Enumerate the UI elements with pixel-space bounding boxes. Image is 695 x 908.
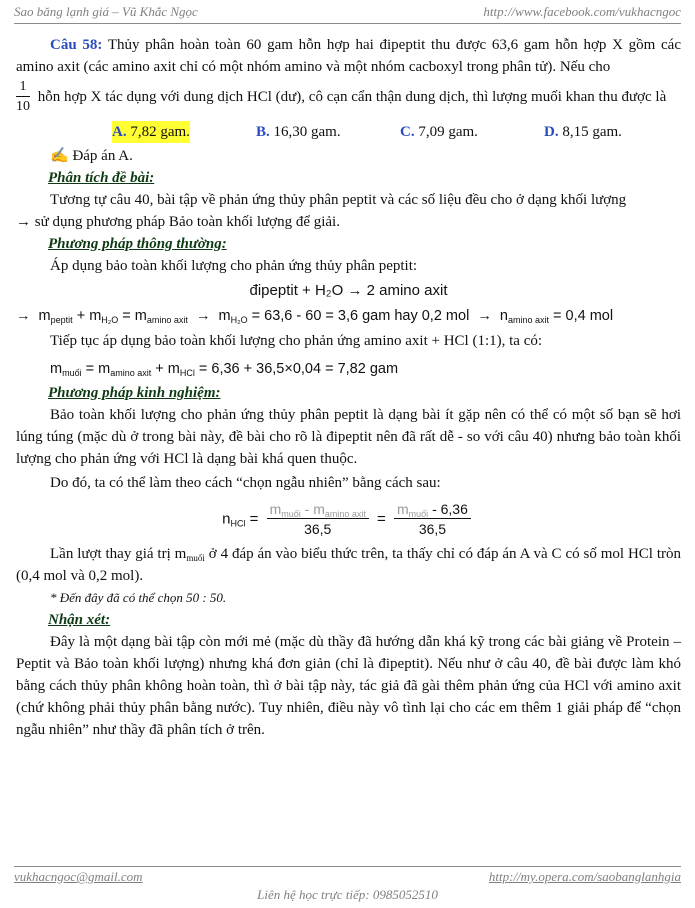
salt-mass-line: $m_{muối} = m_{amino axit} + m_{HCl} = 6,36 + 36,5\times 0,04 = 7,82$ gam: [50, 361, 399, 378]
question-fraction: [16, 78, 30, 117]
answer-option-c[interactable]: C. 7,09 gam.: [400, 124, 478, 140]
answer-line: [50, 145, 681, 167]
document-body: [16, 34, 681, 741]
arrow-right-icon: →: [16, 214, 31, 230]
experience-paragraph-3: Lần lượt thay giá trị $m_{muối}$ ở 4 đáp án vào biểu thức trên, ta thấy chỉ có đáp án A và C có số mol HCl tròn (0,4 mol và 0,2 mol).: [16, 546, 682, 584]
formula-fraction-1: $\frac{m_{muối} - m_{amino axit}}{36,5}$: [267, 500, 369, 539]
section-title-remark: Nhận xét:: [48, 612, 111, 628]
answer-text: Đáp án A.: [72, 148, 133, 164]
header-title: Sao băng lạnh giá – Vũ Khắc Ngọc: [14, 4, 198, 19]
header-link[interactable]: http://www.facebook.com/vukhacngoc: [483, 4, 681, 19]
footer-contact: Liên hệ học trực tiếp: 0985052510: [257, 887, 438, 902]
header-divider: [14, 23, 681, 24]
analysis-paragraph-2: → sử dụng phương pháp Bảo toàn khối lượng để giải.: [16, 214, 340, 230]
experience-paragraph-1: Bảo toàn khối lượng cho phản ứng thủy phân peptit là dạng bài ít gặp nên có thể có một số bạn sẽ hơi lúng túng (mặc dù ở trong bài này, đề bài cho rõ là đipeptit nên đã rất dễ - so với câu 40) nhưng bảo toàn khối lượng cho phản ứng với HCl là dạng bài khá quen thuộc.: [16, 407, 681, 467]
fraction-denominator: 10: [16, 99, 30, 114]
section-title-experience: Phương pháp kinh nghiệm:: [48, 385, 221, 401]
fraction-numerator: 1: [16, 78, 30, 97]
question-paragraph-2: [16, 78, 681, 117]
question-label: Câu 58:: [50, 37, 103, 53]
remark-paragraph: Đây là một dạng bài tập còn mới mẻ (mặc dù thầy đã hướng dẫn khá kỹ trong các bài giảng về Protein – Peptit và Bảo toàn khối lượng) nhưng khá đơn giản (chỉ là đipeptit). Nếu như ở câu 40, đề bài được làm khó bằng cách thủy phân không hoàn toàn, thì ở bài tập này, tác giả đã gài thêm phản ứng của HCl với amino axit (chứ không phải thủy phân bằng nước). Tuy nhiên, điều này vô tình lại cho các em thêm 1 giải pháp để “chọn ngẫu nhiên” như thầy đã phân tích ở trên.: [16, 634, 681, 738]
question-text-1: Thủy phân hoàn toàn 60 gam hỗn hợp hai đipeptit thu được 63,6 gam hỗn hợp X gồm các amino axit (các amino axit chỉ có một nhóm amino và một nhóm cacboxyl trong phân tử). Nếu cho: [16, 37, 681, 75]
footer-divider: [14, 866, 681, 867]
question-paragraph: [16, 34, 681, 78]
section-title-usual: Phương pháp thông thường:: [48, 236, 227, 252]
experience-paragraph-2: Do đó, ta có thể làm theo cách “chọn ngẫu nhiên” bằng cách sau:: [50, 475, 441, 491]
experience-note: * Đến đây đã có thể chọn 50 : 50.: [50, 590, 227, 605]
section-title-analysis: Phân tích đề bài:: [48, 170, 155, 186]
usual-paragraph-1: Áp dụng bảo toàn khối lượng cho phản ứng thủy phân peptit:: [50, 258, 418, 274]
question-text-2: hỗn hợp X tác dụng với dung dịch HCl (dư), cô cạn cẩn thận dung dịch, thì lượng muối khan thu được là: [37, 88, 667, 105]
answer-option-d[interactable]: D. 8,15 gam.: [544, 124, 622, 140]
analysis-paragraph: Tương tự câu 40, bài tập về phản ứng thủy phân peptit và các số liệu đều cho ở dạng khối lượng: [50, 192, 627, 208]
footer-email-link[interactable]: vukhacngoc@gmail.com: [14, 869, 143, 884]
reaction-equation: đipeptit + H₂O → 2 amino axit: [249, 282, 448, 299]
formula-fraction-2: $\frac{m_{muối} - 6,36}{36,5}$: [394, 500, 471, 539]
footer-blog-link[interactable]: http://my.opera.com/saobanglanhgia: [488, 869, 681, 884]
answer-option-b[interactable]: B. 16,30 gam.: [256, 124, 341, 140]
pen-icon: ✍: [50, 148, 69, 164]
mass-balance-line: → $m_{peptit} + m_{H_2O} = m_{amino axit} \to m_{H_2O} = 63,6 - 60 = 3,6$ gam hay 0,2 mol → $n_{amino axit} = 0,4$ mol: [16, 308, 614, 325]
answer-option-a[interactable]: A. 7,82 gam.: [112, 121, 190, 143]
hcl-formula: $n_{HCl}$ = $\frac{m_{muối} - m_{amino axit}}{36,5}$ = $\frac{m_{muối} - 6,36}{36,5}$: [16, 500, 681, 539]
page-header: [14, 4, 681, 22]
answer-options: [16, 119, 681, 145]
usual-paragraph-2: Tiếp tục áp dụng bảo toàn khối lượng cho phản ứng amino axit + HCl (1:1), ta có:: [50, 333, 543, 349]
